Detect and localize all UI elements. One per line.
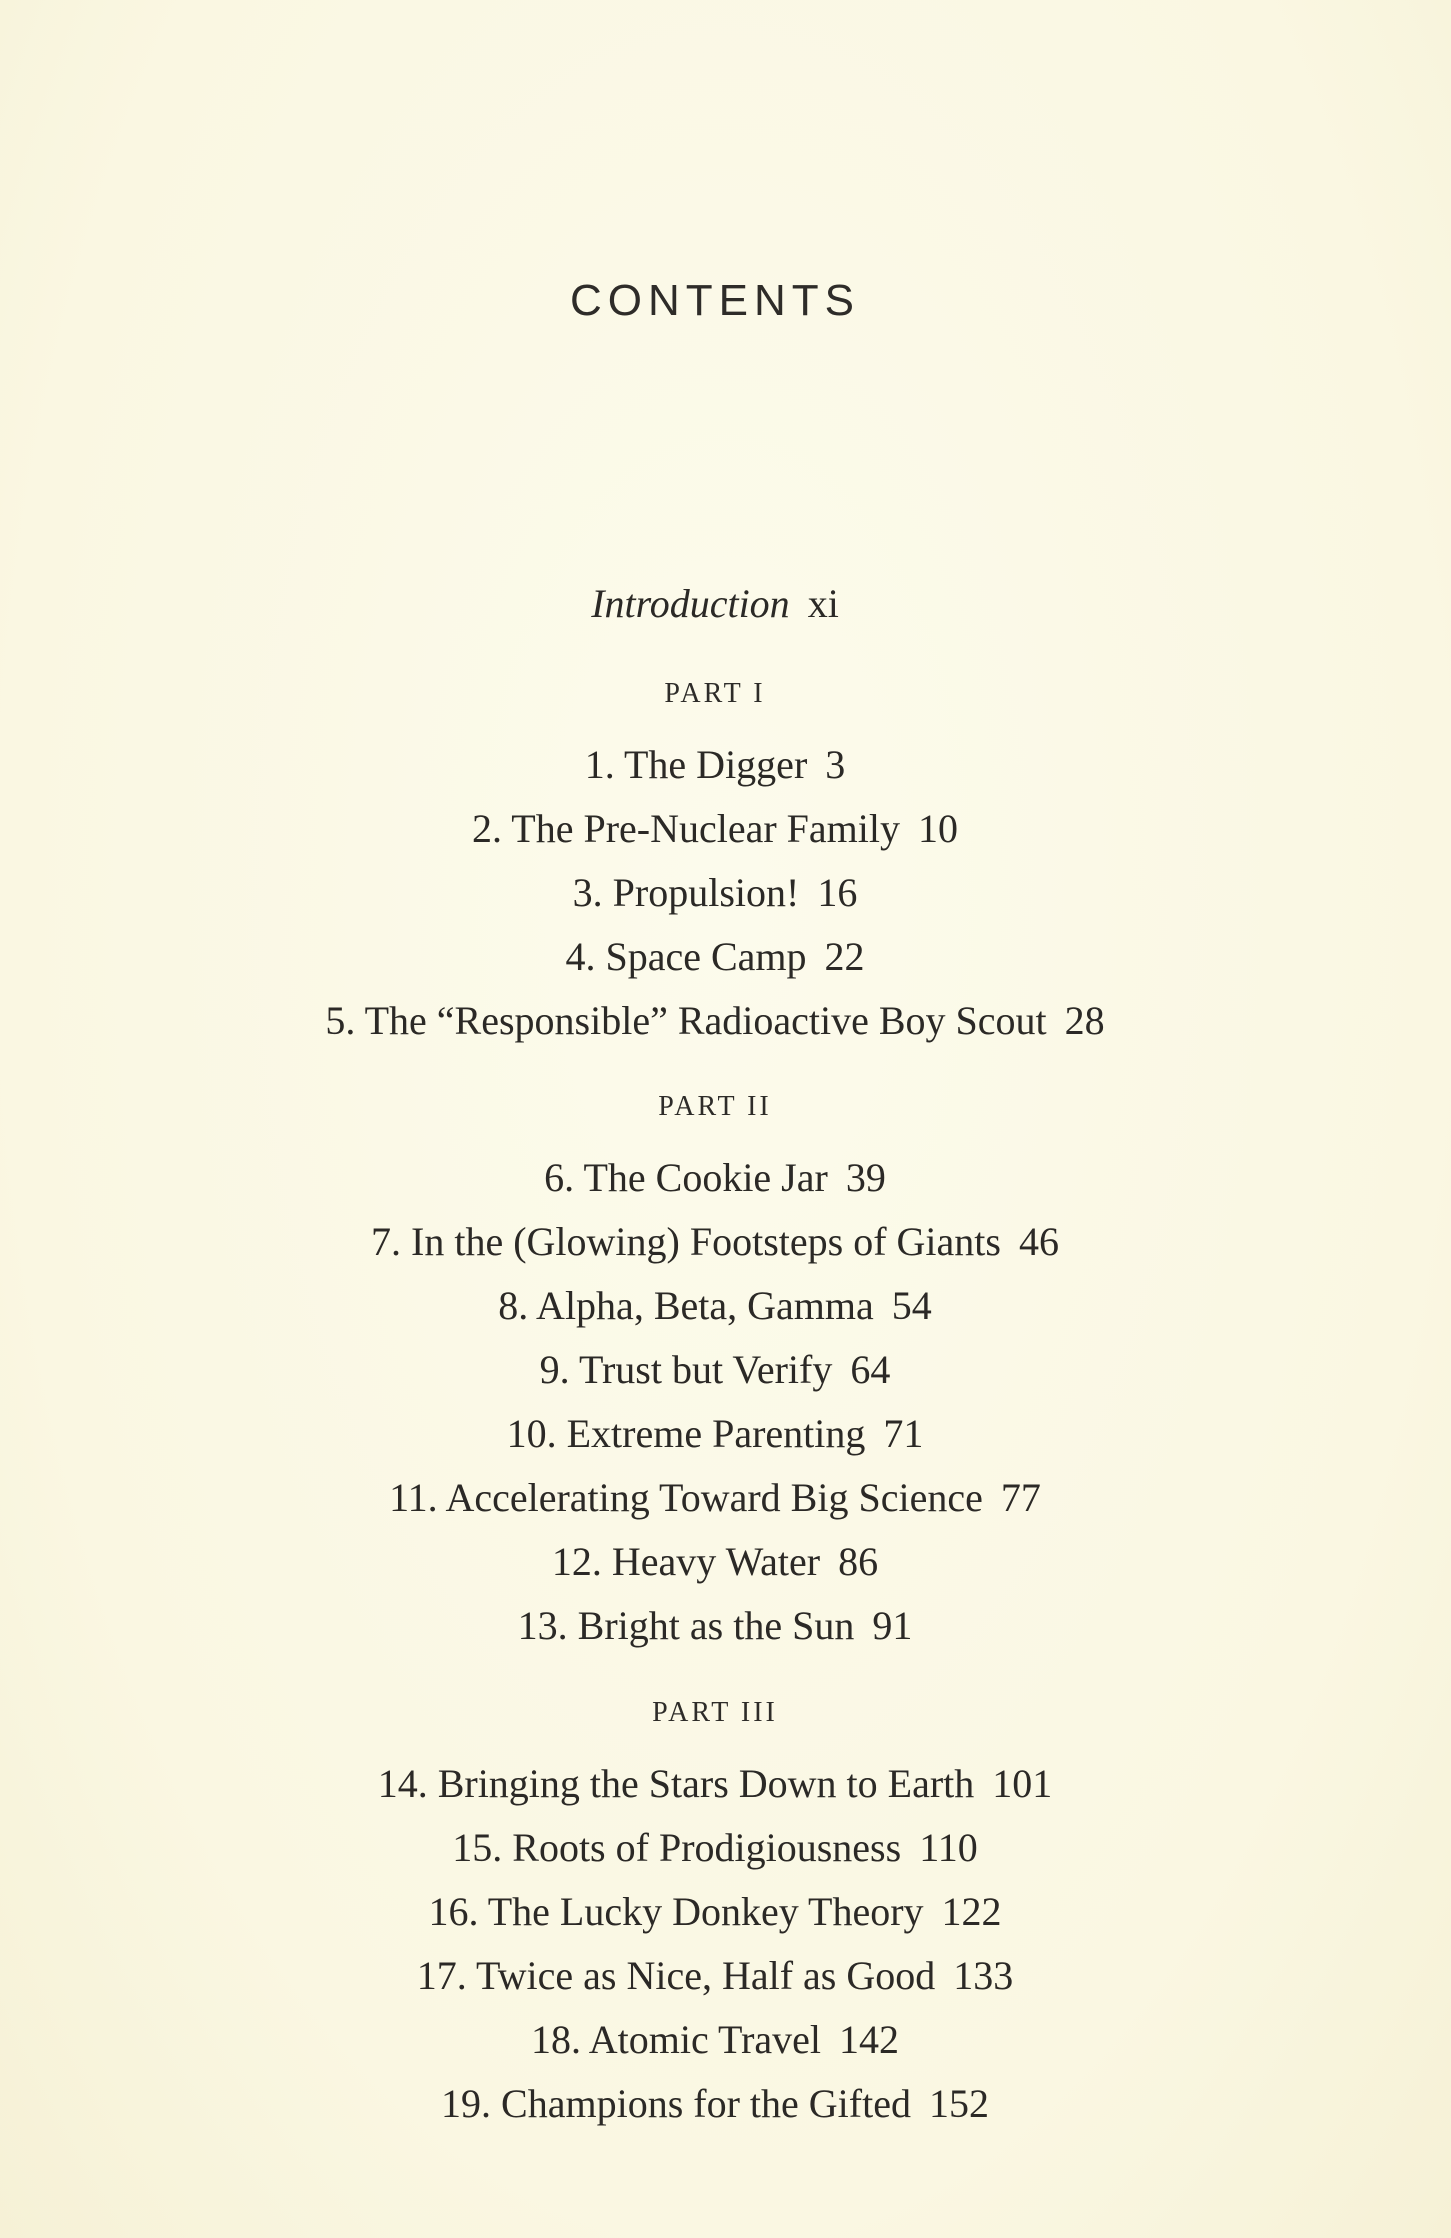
toc-entry[interactable] xyxy=(0,2017,1430,2062)
toc-entry-page: xi xyxy=(807,581,839,626)
toc-entry[interactable] xyxy=(0,1283,1430,1328)
toc-entry-title: 15. Roots of Prodigiousness xyxy=(452,1825,902,1870)
toc-entry[interactable] xyxy=(0,934,1430,979)
toc-entry-title: 17. Twice as Nice, Half as Good xyxy=(416,1953,936,1998)
toc-entry-title: 10. Extreme Parenting xyxy=(506,1411,866,1456)
toc-entry-page: 64 xyxy=(850,1347,891,1392)
toc-entry-page: 16 xyxy=(817,870,858,915)
toc-entry-page: 71 xyxy=(883,1411,924,1456)
toc-entry-title: Introduction xyxy=(591,581,790,626)
toc-entry-introduction[interactable] xyxy=(0,581,1430,626)
toc-entry-title: 13. Bright as the Sun xyxy=(517,1603,855,1648)
toc-entry[interactable] xyxy=(0,1889,1430,1934)
page-title: CONTENTS xyxy=(570,276,860,325)
toc-entry-title: 11. Accelerating Toward Big Science xyxy=(389,1475,983,1520)
toc-entry-title: 14. Bringing the Stars Down to Earth xyxy=(377,1761,975,1806)
toc-entry[interactable] xyxy=(0,1411,1430,1456)
toc-entry-title: 2. The Pre-Nuclear Family xyxy=(471,806,901,851)
toc-entry-title: 6. The Cookie Jar xyxy=(544,1155,828,1200)
toc-entry-title: 7. In the (Glowing) Footsteps of Giants xyxy=(371,1219,1001,1264)
toc-entry[interactable] xyxy=(0,1539,1430,1584)
toc-entry-title: 18. Atomic Travel xyxy=(530,2017,822,2062)
toc-entry[interactable] xyxy=(0,1219,1430,1264)
toc-entry-title: 4. Space Camp xyxy=(565,934,807,979)
toc-entry[interactable] xyxy=(0,1761,1430,1806)
toc-entry-page: 39 xyxy=(845,1155,886,1200)
toc-entry-page: 77 xyxy=(1000,1475,1041,1520)
toc-entry-page: 110 xyxy=(919,1825,978,1870)
toc-entry[interactable] xyxy=(0,742,1430,787)
toc-entry-title: 3. Propulsion! xyxy=(572,870,800,915)
toc-entry-page: 142 xyxy=(839,2017,900,2062)
toc-entry-title: 8. Alpha, Beta, Gamma xyxy=(498,1283,874,1328)
toc-entry-title: 12. Heavy Water xyxy=(551,1539,821,1584)
toc-entry-title: 9. Trust but Verify xyxy=(539,1347,833,1392)
part-heading: PART III xyxy=(652,1697,778,1728)
toc-entry-page: 91 xyxy=(872,1603,913,1648)
toc-entry-page: 3 xyxy=(825,742,846,787)
toc-entry-page: 133 xyxy=(953,1953,1014,1998)
toc-entry[interactable] xyxy=(0,1475,1430,1520)
toc-entry-title: 16. The Lucky Donkey Theory xyxy=(428,1889,924,1934)
toc-entry[interactable] xyxy=(0,1953,1430,1998)
toc-entry[interactable] xyxy=(0,870,1430,915)
toc-entry-title: 1. The Digger xyxy=(584,742,808,787)
toc-entry[interactable] xyxy=(0,1603,1430,1648)
toc-entry-title: 5. The “Responsible” Radioactive Boy Scout xyxy=(325,998,1047,1043)
toc-entry-page: 28 xyxy=(1064,998,1105,1043)
toc-entry-page: 152 xyxy=(928,2081,989,2126)
toc-entry[interactable] xyxy=(0,998,1430,1043)
toc-entry-title: 19. Champions for the Gifted xyxy=(441,2081,911,2126)
part-heading: PART II xyxy=(658,1091,772,1122)
toc-entry-page: 122 xyxy=(941,1889,1002,1934)
toc-entry-page: 101 xyxy=(992,1761,1053,1806)
toc-entry-page: 10 xyxy=(918,806,959,851)
toc-entry[interactable] xyxy=(0,2081,1430,2126)
toc-entry-page: 86 xyxy=(838,1539,879,1584)
toc-entry[interactable] xyxy=(0,1347,1430,1392)
toc-entry[interactable] xyxy=(0,1155,1430,1200)
toc-entry[interactable] xyxy=(0,1825,1430,1870)
toc-entry-page: 22 xyxy=(824,934,865,979)
part-heading: PART I xyxy=(664,678,766,709)
toc-entry-page: 46 xyxy=(1018,1219,1059,1264)
toc-entry-page: 54 xyxy=(891,1283,932,1328)
toc-entry[interactable] xyxy=(0,806,1430,851)
